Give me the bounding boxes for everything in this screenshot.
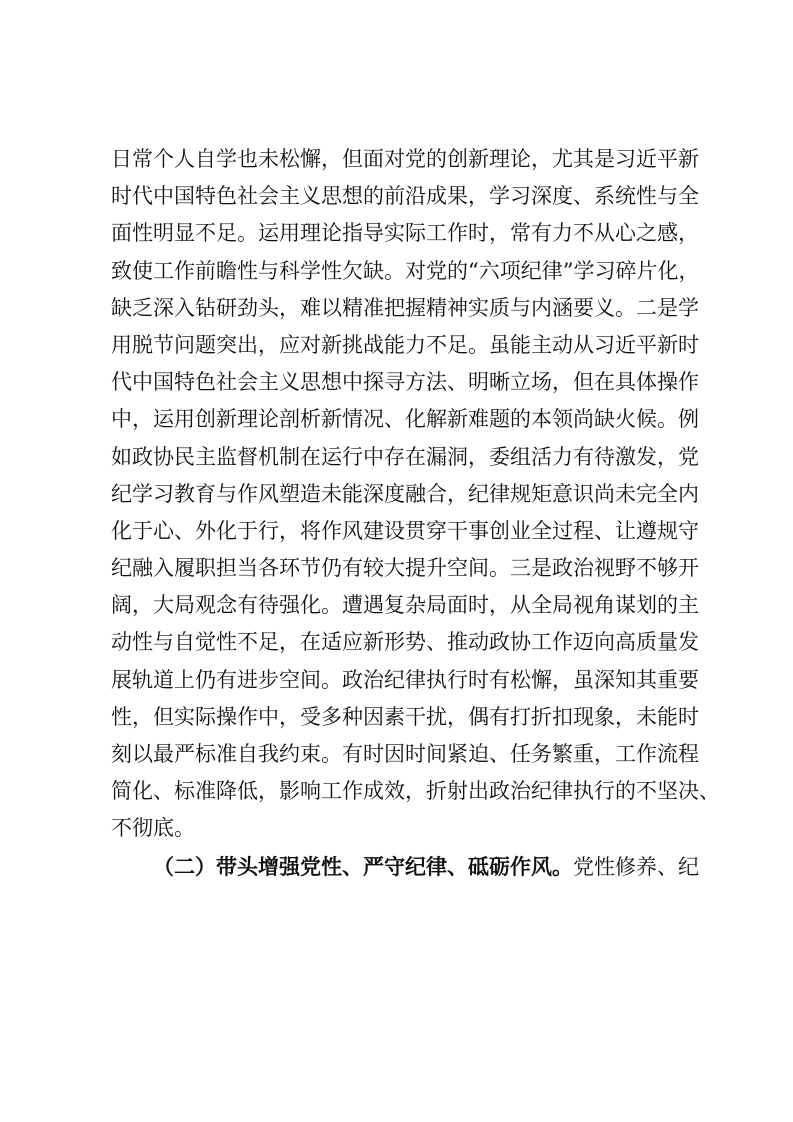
paragraph-line: 中，运用创新理论剖析新情况、化解新难题的本领尚缺火候。例 (111, 407, 699, 432)
paragraph-line: 日常个人自学也未松懈，但面对党的创新理论，尤其是习近平新 (111, 147, 699, 171)
paragraph-line: 性，但实际操作中，受多种因素干扰，偶有打折扣现象，未能时 (111, 704, 699, 729)
paragraph-line: 如政协民主监督机制在运行中存在漏洞，委组活力有待激发，党 (111, 444, 699, 469)
paragraph-line: 面性明显不足。运用理论指导实际工作时，常有力不从心之感， (111, 221, 699, 246)
paragraph-line: 简化、标准降低，影响工作成效，折射出政治纪律执行的不坚决、 (111, 779, 720, 804)
paragraph-line: 纪学习教育与作风塑造未能深度融合，纪律规矩意识尚未完全内 (111, 481, 699, 506)
paragraph-line: 动性与自觉性不足，在适应新形势、推动政协工作迈向高质量发 (111, 630, 699, 655)
paragraph-last-line: 不彻底。 (111, 816, 195, 841)
paragraph-line: 纪融入履职担当各环节仍有较大提升空间。三是政治视野不够开 (111, 556, 699, 581)
paragraph-line: 展轨道上仍有进步空间。政治纪律执行时有松懈，虽深知其重要 (111, 667, 699, 692)
body-text (111, 141, 720, 885)
paragraph-line: 用脱节问题突出，应对新挑战能力不足。虽能主动从习近平新时 (111, 332, 699, 357)
paragraph-line: 致使工作前瞻性与科学性欠缺。对党的“六项纪律”学习碎片化， (111, 258, 700, 283)
section-heading-line (111, 848, 699, 885)
section-heading: （二）带头增强党性、严守纪律、砥砺作风。 (153, 853, 573, 879)
paragraph-line: 刻以最严标准自我约束。有时因时间紧迫、任务繁重，工作流程 (111, 742, 699, 766)
section-heading-continuation: 党性修养、纪 (573, 854, 699, 879)
paragraph-line: 阔，大局观念有待强化。遭遇复杂局面时，从全局视角谋划的主 (111, 593, 699, 618)
paragraph-line: 化于心、外化于行，将作风建设贯穿干事创业全过程、让遵规守 (111, 518, 699, 543)
paragraph-line: 代中国特色社会主义思想中探寻方法、明晰立场，但在具体操作 (111, 370, 699, 395)
paragraph-line: 缺乏深入钻研劲头，难以精准把握精神实质与内涵要义。二是学 (111, 295, 699, 320)
paragraph-line: 时代中国特色社会主义思想的前沿成果，学习深度、系统性与全 (111, 184, 699, 209)
